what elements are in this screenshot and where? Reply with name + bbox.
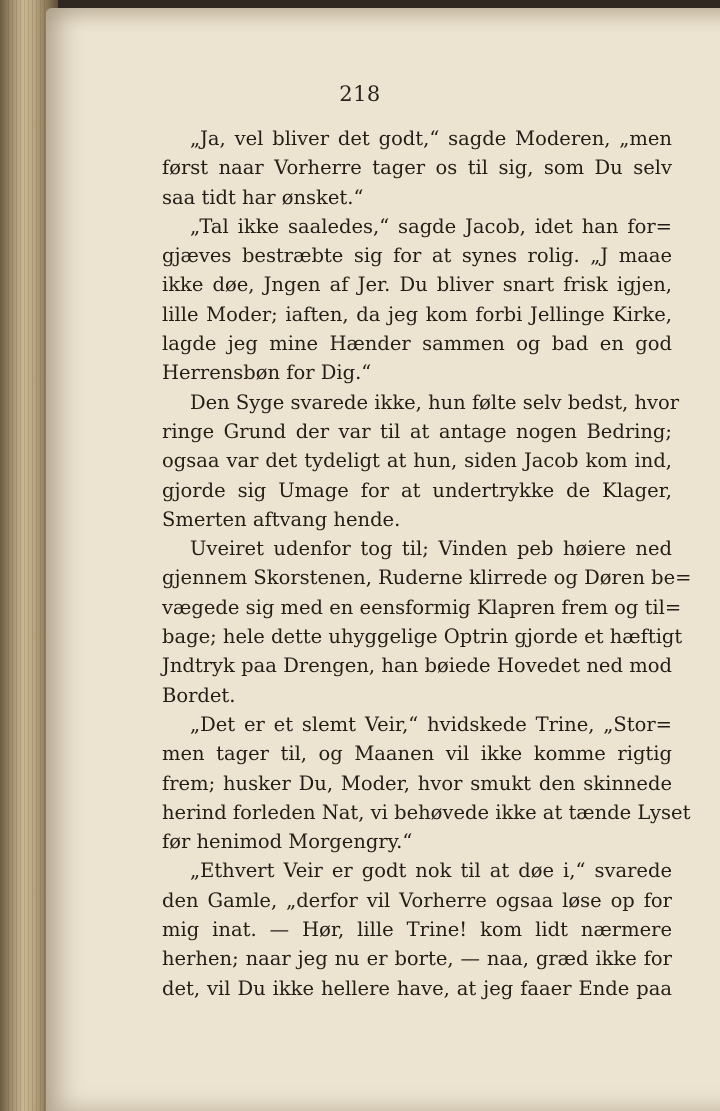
text-line: saa tidt har ønsket.“: [162, 185, 364, 209]
text-line: Smerten aftvang hende.: [162, 507, 401, 531]
text-line: mig inat. — Hør, lille Trine! kom lidt nærmere: [162, 918, 672, 942]
text-line: først naar Vorherre tager os til sig, som Du selv: [162, 156, 672, 180]
text-line: „Tal ikke saaledes,“ sagde Jacob, idet han for=: [190, 214, 672, 238]
text-line: Herrensbøn for Dig.“: [162, 361, 372, 385]
text-line: det, vil Du ikke hellere have, at jeg faaer Ende paa: [162, 976, 672, 1000]
text-line: Bordet.: [162, 683, 236, 707]
page-number: 218: [339, 82, 381, 106]
text-line: frem; husker Du, Moder, hvor smukt den skinnede: [162, 771, 672, 795]
text-line: Uveiret udenfor tog til; Vinden peb høiere ned: [190, 537, 672, 561]
text-line: herind forleden Nat, vi behøvede ikke at tænde Lyset: [162, 800, 691, 824]
text-line: men tager til, og Maanen vil ikke komme rigtig: [162, 742, 672, 766]
text-line: herhen; naar jeg nu er borte, — naa, græd ikke for: [162, 947, 672, 971]
text-line: lagde jeg mine Hænder sammen og bad en god: [162, 332, 672, 356]
text-line: „Ethvert Veir er godt nok til at døe i,“ svarede: [190, 859, 672, 883]
text-line: Jndtryk paa Drengen, han bøiede Hovedet ned mod: [162, 654, 672, 678]
text-line: gjæves bestræbte sig for at synes rolig. „J maae: [162, 244, 672, 268]
text-line: vægede sig med en eensformig Klapren frem og til=: [162, 595, 682, 619]
text-line: ogsaa var det tydeligt at hun, siden Jacob kom ind,: [162, 449, 672, 473]
text-line: Den Syge svarede ikke, hun følte selv bedst, hvor: [190, 390, 680, 414]
text-line: lille Moder; iaften, da jeg kom forbi Jellinge Kirke,: [162, 302, 672, 326]
text-line: den Gamle, „derfor vil Vorherre ogsaa løse op for: [162, 888, 672, 912]
text-line: gjennem Skorstenen, Ruderne klirrede og Døren be=: [162, 566, 692, 590]
text-line: „Det er et slemt Veir,“ hvidskede Trine, „Stor=: [190, 712, 672, 736]
page-edge-texture: [8, 0, 48, 1111]
text-line: bage; hele dette uhyggelige Optrin gjorde et hæftigt: [162, 625, 683, 649]
text-line: ikke døe, Jngen af Jer. Du bliver snart frisk igjen,: [162, 273, 672, 297]
text-line: gjorde sig Umage for at undertrykke de Klager,: [162, 478, 672, 502]
text-line: „Ja, vel bliver det godt,“ sagde Moderen, „men: [190, 127, 672, 150]
text-line: ringe Grund der var til at antage nogen Bedring;: [162, 419, 672, 443]
body-text: [162, 124, 692, 1003]
text-line: før henimod Morgengry.“: [162, 830, 413, 854]
